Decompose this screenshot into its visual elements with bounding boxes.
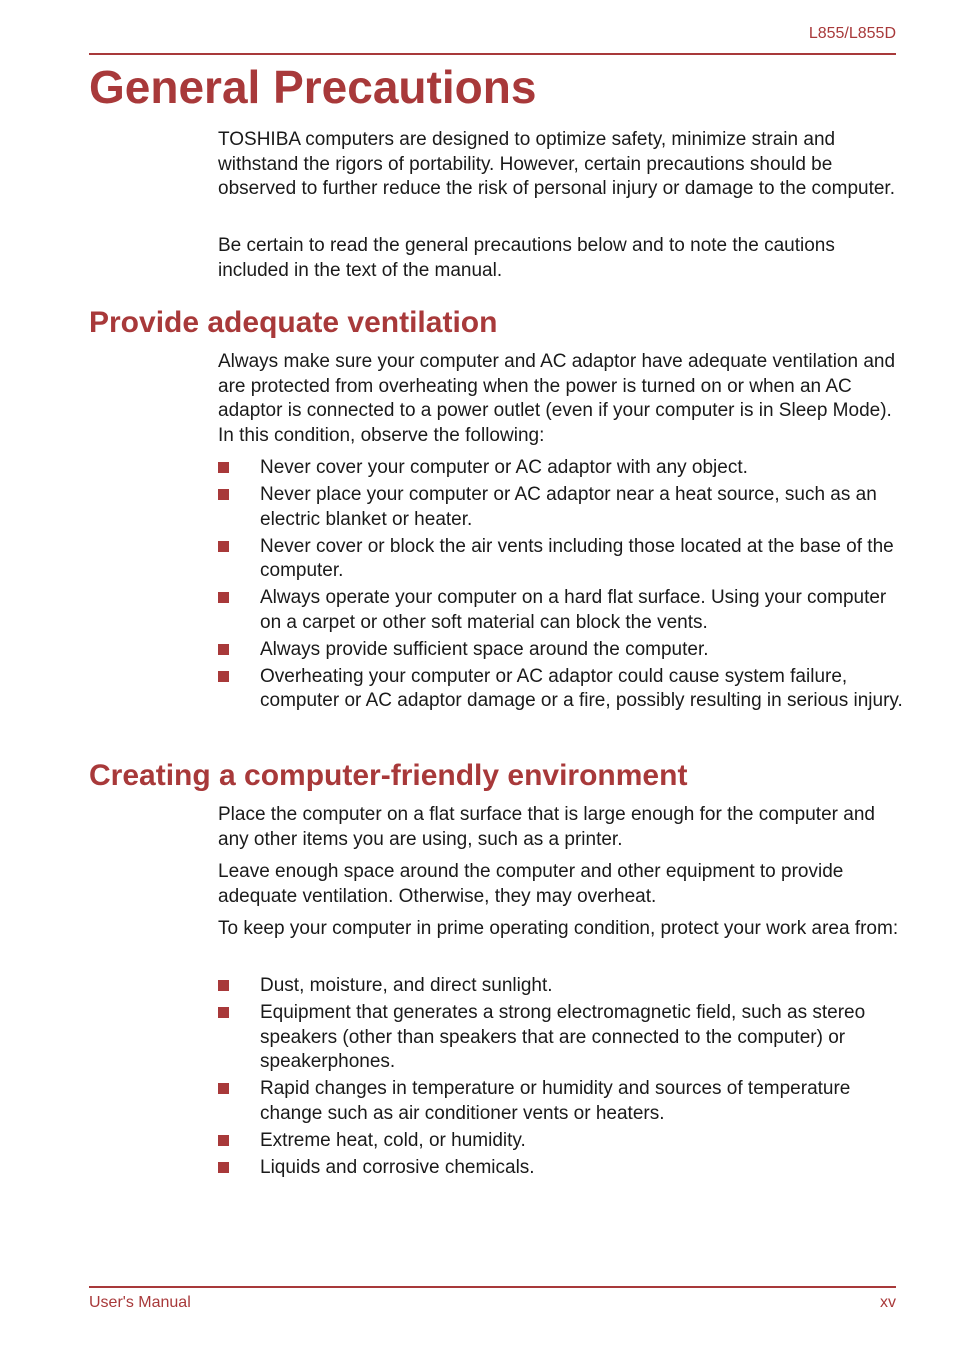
list-item-text: Always operate your computer on a hard flat surface. Using your computer on a carpet or other soft material can block the vents. [260, 587, 887, 633]
header-model-label: L855/L855D [808, 25, 896, 42]
section-heading-environment: Creating a computer-friendly environment [89, 759, 688, 792]
list-item-text: Rapid changes in temperature or humidity and sources of temperature change such as air conditioner vents or heaters. [260, 1078, 851, 1124]
header-rule [89, 53, 896, 55]
list-item [218, 974, 903, 999]
environment-paragraph-3: To keep your computer in prime operating condition, protect your work area from: [218, 918, 899, 939]
bullet-square-icon [218, 671, 229, 682]
environment-paragraph-2: Leave enough space around the computer and other equipment to provide adequate ventilation. Otherwise, they may overheat. [218, 861, 844, 907]
bullet-square-icon [218, 644, 229, 655]
intro-paragraph-2: Be certain to read the general precautions below and to note the cautions included in the text of the manual. [218, 235, 835, 281]
list-item [218, 483, 903, 532]
list-item [218, 638, 903, 663]
list-item [218, 1077, 903, 1126]
list-item-text: Never cover or block the air vents including those located at the base of the computer. [260, 535, 894, 581]
bullet-square-icon [218, 489, 229, 500]
page-number: xv [880, 1294, 896, 1311]
bullet-square-icon [218, 1162, 229, 1173]
list-item [218, 535, 903, 584]
list-item [218, 665, 903, 714]
list-item-text: Liquids and corrosive chemicals. [260, 1156, 535, 1178]
list-item-text: Never cover your computer or AC adaptor with any object. [260, 457, 748, 478]
ventilation-paragraph: Always make sure your computer and AC adaptor have adequate ventilation and are protected from overheating when the power is turned on or when an AC adaptor is connected to a power outlet (even if your computer is in Sleep Mode). In this condition, observe the following: [218, 351, 896, 446]
environment-paragraph-1: Place the computer on a flat surface that is large enough for the computer and any other items you are using, such as a printer. [218, 804, 875, 850]
bullet-square-icon [218, 1083, 229, 1094]
intro-paragraph-1: TOSHIBA computers are designed to optimize safety, minimize strain and withstand the rigors of portability. However, certain precautions should be observed to further reduce the risk of personal injury or damage to the computer. [218, 129, 895, 199]
ventilation-bullet-list [218, 456, 903, 716]
environment-bullet-list [218, 974, 903, 1183]
bullet-square-icon [218, 1135, 229, 1146]
list-item-text: Dust, moisture, and direct sunlight. [260, 975, 553, 996]
footer-manual-label: User's Manual [89, 1294, 191, 1311]
list-item-text: Always provide sufficient space around the computer. [260, 638, 709, 660]
list-item [218, 1129, 903, 1154]
list-item [218, 586, 903, 635]
page-title: General Precautions [89, 61, 537, 113]
list-item-text: Extreme heat, cold, or humidity. [260, 1129, 526, 1151]
bullet-square-icon [218, 980, 229, 991]
footer-rule [89, 1286, 896, 1288]
bullet-square-icon [218, 1007, 229, 1018]
list-item-text: Equipment that generates a strong electromagnetic field, such as stereo speakers (other than speakers that are connected to the computer) or speakerphones. [260, 1002, 866, 1072]
bullet-square-icon [218, 541, 229, 552]
list-item [218, 1156, 903, 1181]
list-item [218, 456, 903, 481]
list-item-text: Never place your computer or AC adaptor near a heat source, such as an electric blanket or heater. [260, 484, 877, 530]
list-item [218, 1001, 903, 1075]
list-item-text: Overheating your computer or AC adaptor could cause system failure, computer or AC adaptor damage or a fire, possibly resulting in serious injury. [260, 665, 903, 711]
bullet-square-icon [218, 462, 229, 473]
bullet-square-icon [218, 592, 229, 603]
section-heading-ventilation: Provide adequate ventilation [89, 306, 498, 339]
